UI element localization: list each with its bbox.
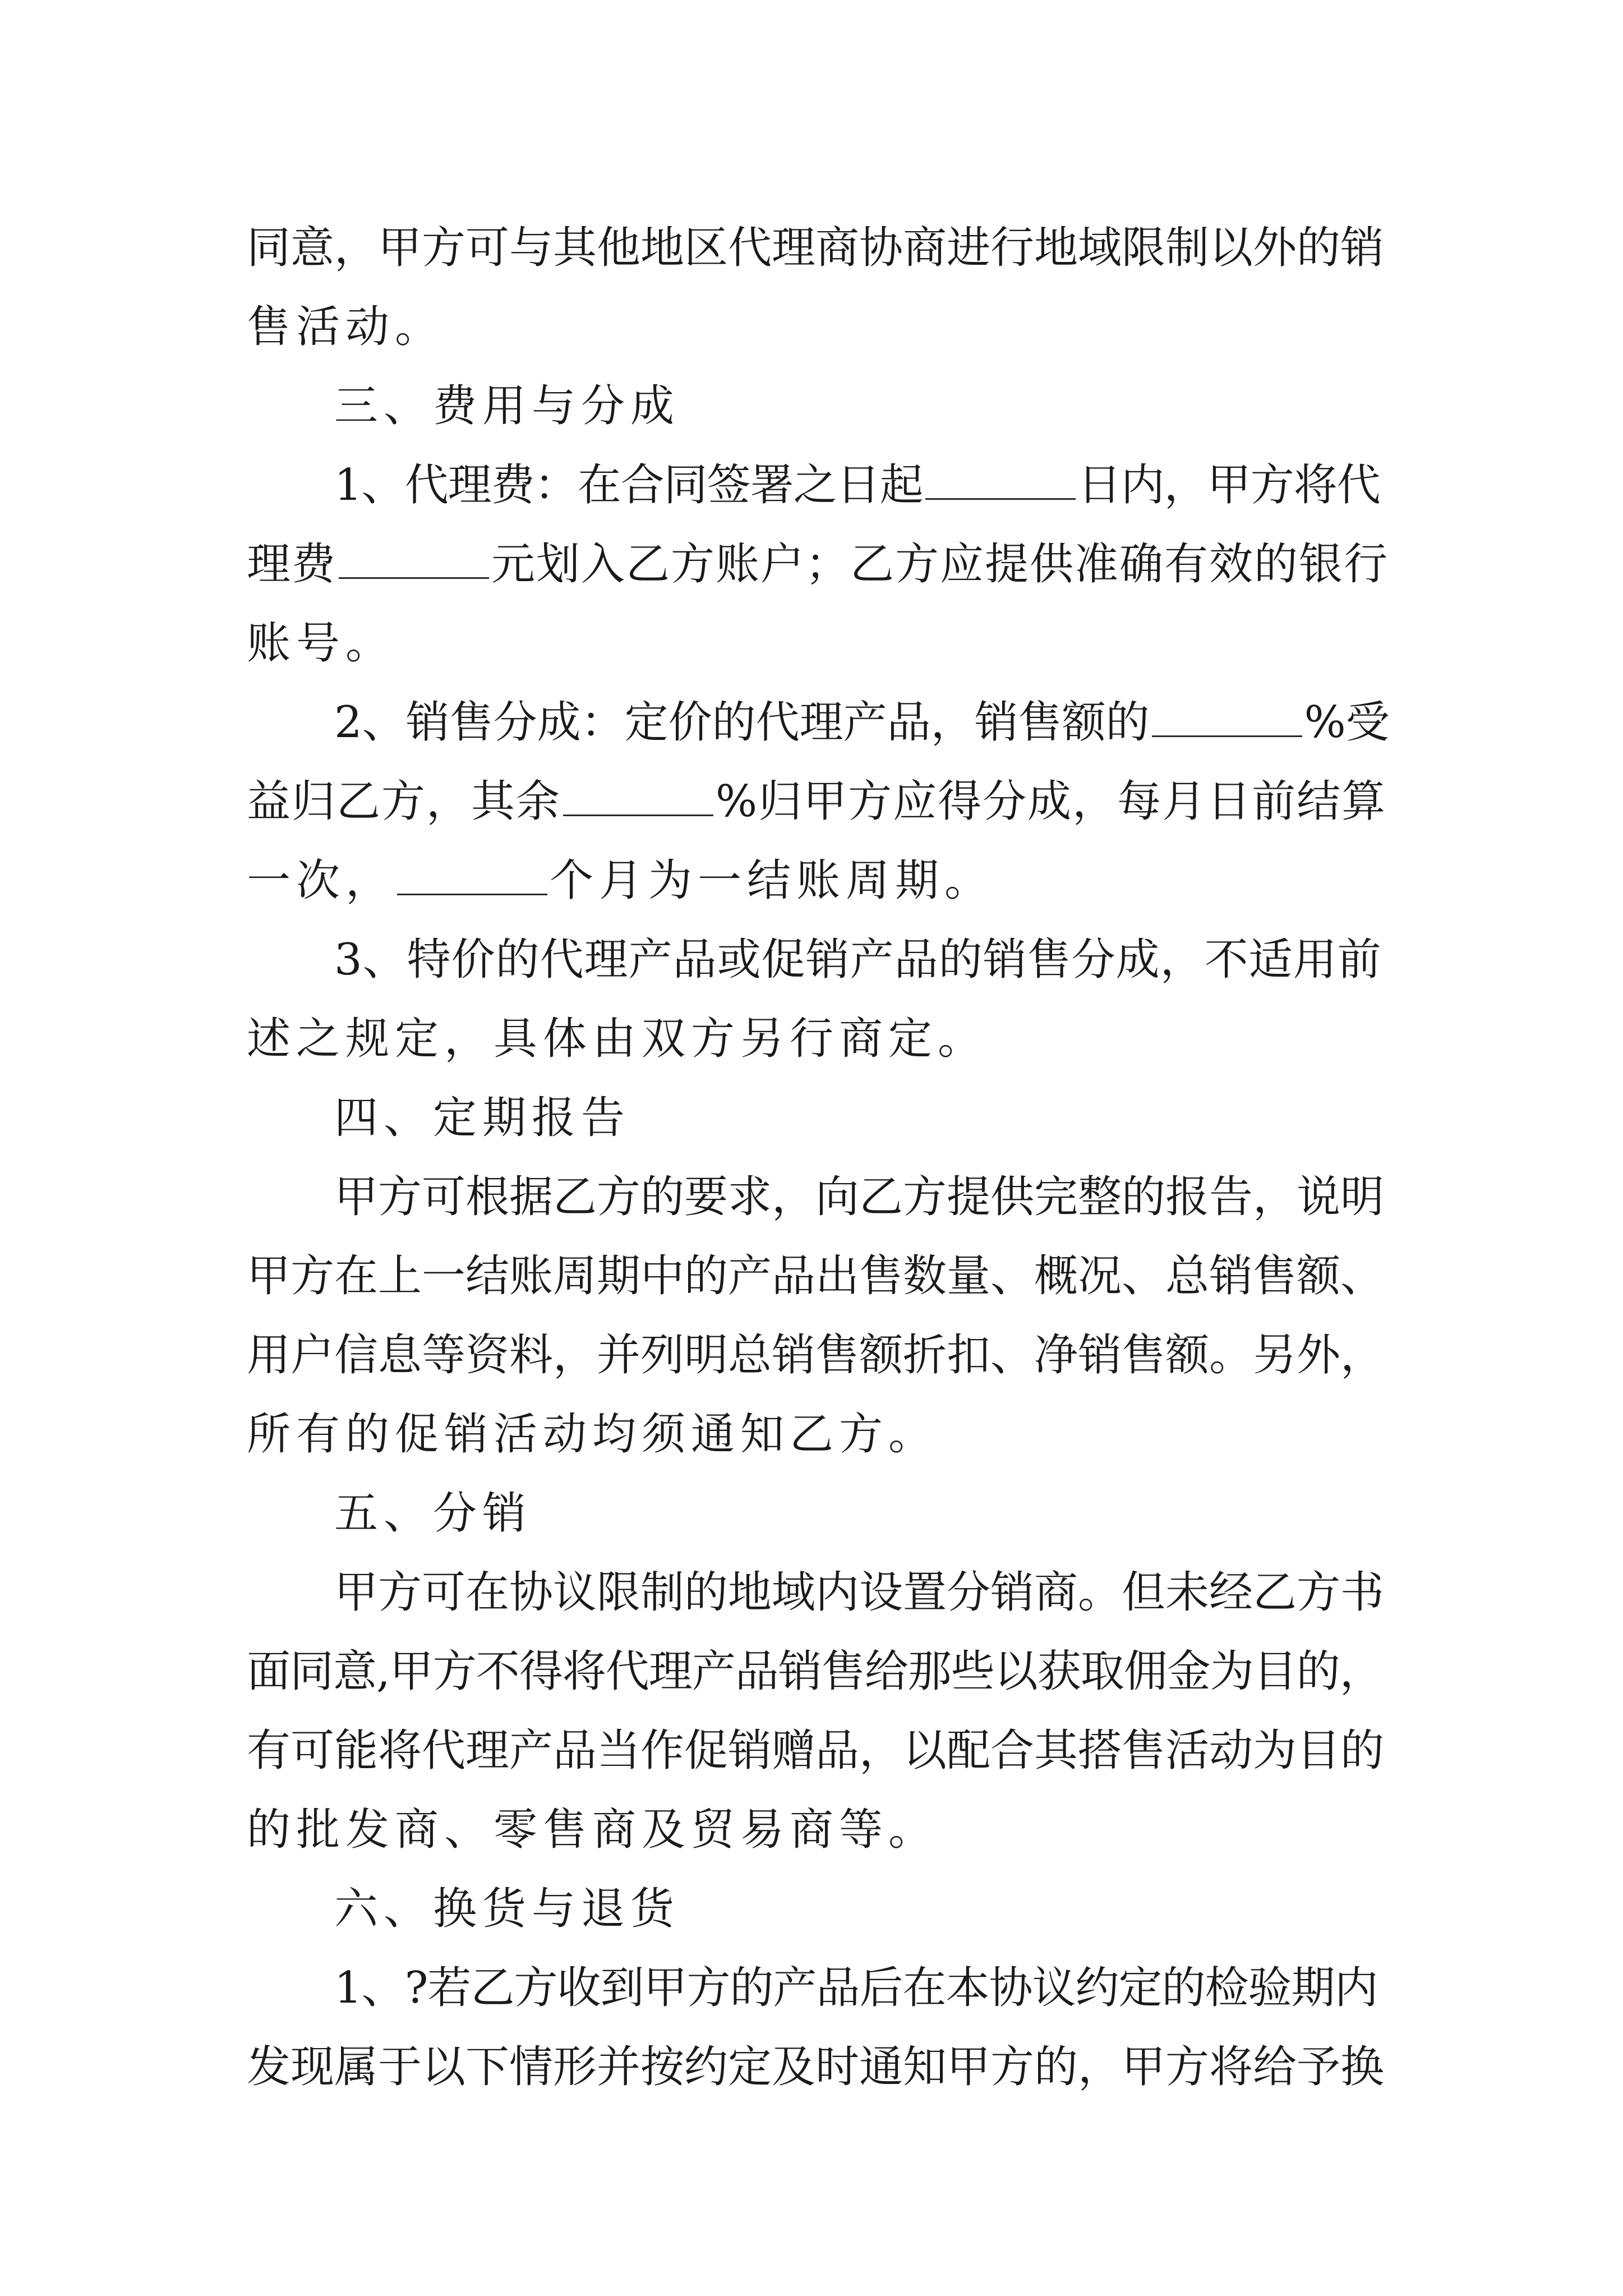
fill-in-blank (397, 860, 547, 895)
document-line (247, 604, 1391, 683)
document-line (247, 1870, 1391, 1949)
line-text: 的批发商、零售商及贸易商等。 (247, 1805, 938, 1855)
document-line (247, 367, 1391, 446)
fill-in-blank (1152, 702, 1302, 737)
line-text: 同意，甲方可与其他地区代理商协商进行地域限制以外的销 (247, 223, 1385, 273)
document-line (247, 525, 1391, 604)
document-line (247, 1553, 1391, 1632)
line-text: 发现属于以下情形并按约定及时通知甲方的，甲方将给予换 (247, 2042, 1385, 2092)
line-text: 账号。 (247, 618, 395, 669)
line-text-before-blank: 2、销售分成：定价的代理产品，销售额的 (334, 697, 1150, 748)
line-text-before-blank: 1、代理费：在合同签署之日起 (334, 460, 923, 510)
document-line (247, 1158, 1391, 1237)
fill-in-blank (563, 781, 713, 816)
document-line (247, 921, 1391, 1000)
line-text-after-blank: %受 (1304, 697, 1390, 748)
line-text-after-blank: 日内，甲方将代 (1077, 460, 1380, 510)
line-text: 3、特价的代理产品或促销产品的销售分成，不适用前 (334, 935, 1382, 985)
document-line (247, 1711, 1391, 1791)
document-line (247, 1316, 1391, 1395)
document-line (247, 1949, 1391, 2028)
line-text: 售活动。 (247, 302, 445, 352)
document-line (247, 288, 1391, 367)
line-text: 有可能将代理产品当作促销赠品，以配合其搭售活动为目的 (247, 1726, 1385, 1776)
document-line (247, 1000, 1391, 1079)
line-text-before-blank: 益归乙方，其余 (247, 776, 561, 827)
document-line (247, 762, 1391, 841)
line-text: 所有的促销活动均须通知乙方。 (247, 1409, 938, 1460)
line-text: 六、换货与退货 (334, 1884, 680, 1934)
document-line (247, 841, 1391, 921)
line-text: 五、分销 (334, 1488, 532, 1539)
document-line (247, 1474, 1391, 1553)
line-text: 甲方可根据乙方的要求，向乙方提供完整的报告，说明 (334, 1172, 1385, 1222)
document-line (247, 446, 1391, 525)
document-line (247, 1079, 1391, 1158)
line-text: 述之规定，具体由双方另行商定。 (247, 1014, 988, 1064)
line-text: 面同意,甲方不得将代理产品销售给那些以获取佣金为目的， (247, 1646, 1383, 1697)
line-text: 四、定期报告 (334, 1093, 631, 1143)
document-line (247, 209, 1391, 288)
line-text: 1、?若乙方收到甲方的产品后在本协议约定的检验期内 (334, 1963, 1378, 2013)
line-text: 用户信息等资料，并列明总销售额折扣、净销售额。另外， (247, 1330, 1385, 1381)
line-text-after-blank: 元划入乙方账户；乙方应提供准确有效的银行 (491, 539, 1389, 590)
document-page (247, 209, 1391, 2107)
fill-in-blank (339, 544, 489, 579)
line-text: 甲方可在协议限制的地域内设置分销商。但未经乙方书 (334, 1567, 1385, 1618)
document-line (247, 1237, 1391, 1316)
line-text-after-blank: 个月为一结账周期。 (550, 855, 994, 906)
document-line (247, 683, 1391, 762)
line-text: 三、费用与分成 (334, 381, 680, 431)
line-text: 甲方在上一结账周期中的产品出售数量、概况、总销售额、 (247, 1251, 1385, 1301)
line-text-before-blank: 一次， (247, 855, 395, 906)
document-line (247, 2028, 1391, 2107)
document-line (247, 1791, 1391, 1870)
document-line (247, 1395, 1391, 1474)
document-line (247, 1632, 1391, 1711)
line-text-after-blank: %归甲方应得分成，每月日前结算 (716, 776, 1387, 827)
fill-in-blank (925, 464, 1076, 500)
line-text-before-blank: 理费 (247, 539, 337, 590)
